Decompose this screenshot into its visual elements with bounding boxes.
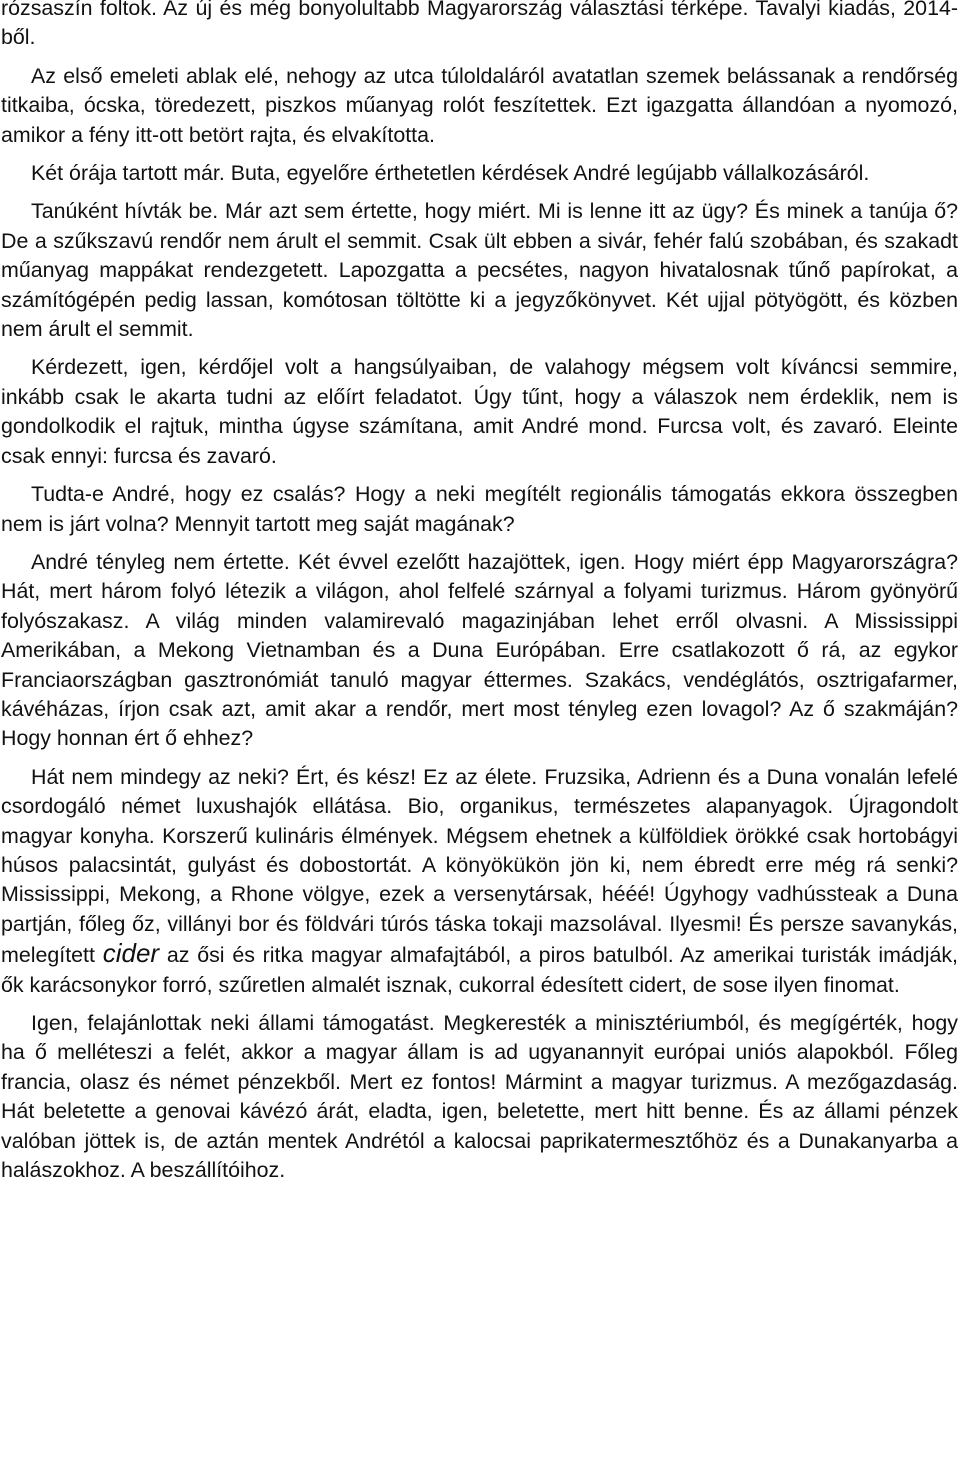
paragraph: Tudta-e André, hogy ez csalás? Hogy a neki megítélt regionális támogatás ekkora összegben nem is járt volna? Mennyit tartott meg saját magának? <box>1 482 958 536</box>
paragraph: Kérdezett, igen, kérdőjel volt a hangsúlyaiban, de valahogy mégsem volt kíváncsi semmire, inkább csak le akarta tudni az előírt feladatot. Úgy tűnt, hogy a válaszok nem érdeklik, nem is gondolkodik el rajtuk, mintha úgyse számítana, amit André mond. Furcsa volt, és zavaró. Eleinte csak ennyi: furcsa és zavaró. <box>1 355 958 468</box>
paragraph: Tanúként hívták be. Már azt sem értette, hogy miért. Mi is lenne itt az ügy? És minek a tanúja ő? De a szűkszavú rendőr nem árult el semmit. Csak ült ebben a sivár, fehér falú szobában, és szakadt műanyag mappákat rendezgetett. Lapozgatta a pecsétes, nagyon hivatalosnak tűnő papírokat, a számítógépén pedig lassan, komótosan töltötte ki a jegyzőkönyvet. Két ujjal pötyögött, és közben nem árult el semmit. <box>1 199 958 342</box>
paragraph: Az első emeleti ablak elé, nehogy az utca túloldaláról avatatlan szemek belássanak a rendőrség titkaiba, ócska, töredezett, piszkos műanyag rolót feszítettek. Ezt igazgatta állandóan a nyomozó, amikor a fény itt-ott betört rajta, és elvakította. <box>1 63 958 147</box>
paragraph: Igen, felajánlottak neki állami támogatást. Megkeresték a minisztériumból, és megígérték, hogy ha ő melléteszi a felét, akkor a magyar állam is ad ugyanannyit európai uniós alapokból. Főleg francia, olasz és német pénzekből. Mert ez fontos! Mármint a magyar turizmus. A mezőgazdaság. Hát beletette a genovai kávézó árát, eladta, igen, beletette, mert hitt benne. És az állami pénzek valóban jöttek is, de aztán mentek Andrétól a kalocsai paprikatermesztőhöz és a Dunakanyarba a halászokhoz. A beszállítóihoz. <box>1 1011 958 1183</box>
paragraph-text: Hát nem mindegy az neki? Ért, és kész! Ez az élete. Fruzsika, Adrienn és a Duna vonalán lefelé csordogáló német luxushajók ellátása. Bio, organikus, természetes alapanyagok. Újragondolt magyar konyha. Korszerű kulináris élmények. Mégsem ehetnek a külföldiek örökké csak hortobágyi húsos palacsintát, gulyást és dobostortát. A könyökükön jön ki, nem ébredt erre még rá senki? Mississippi, Mekong, a Rhone völgye, ezek a versenytársak, hééé! Úgyhogy vadhússteak a Duna partján, főleg őz, villányi bor és földvári túrós táska tokaji mazsolával. Ilyesmi! És persze savanykás, melegített <box>1 764 958 968</box>
emphasized-word: cider <box>102 938 160 969</box>
paragraph: André tényleg nem értette. Két évvel ezelőtt hazajöttek, igen. Hogy miért épp Magyarországra? Hát, mert három folyó létezik a világon, ahol felfelé szárnyal a folyami turizmus. Három gyönyörű folyószakasz. A világ minden valamirevaló magazinjában lehet erről olvasni. A Mississippi Amerikában, a Mekong Vietnamban és a Duna Európában. Erre csatlakozott ő rá, az egykor Franciaországban gasztronómiát tanuló magyar éttermes. Szakács, vendéglátós, osztrigafarmer, kávéházas, írjon csak azt, amit akar a rendőr, mert most tényleg ezen lovagol? Az ő szakmáján? Hogy honnan ért ő ehhez? <box>1 549 958 751</box>
paragraph <box>1 763 958 1000</box>
paragraph: rózsaszín foltok. Az új és még bonyolultabb Magyarország választási térképe. Tavalyi kiadás, 2014-ből. <box>1 0 958 50</box>
paragraph: Két órája tartott már. Buta, egyelőre érthetetlen kérdések André legújabb vállalkozásáról. <box>31 161 870 186</box>
paragraph-text: az ősi és ritka magyar almafajtából, a piros batulból. Az amerikai turisták imádják, ők karácsonykor forró, szűretlen almalét isznak, cukorral édesített cidert, de sose ilyen finomat. <box>1 943 958 997</box>
